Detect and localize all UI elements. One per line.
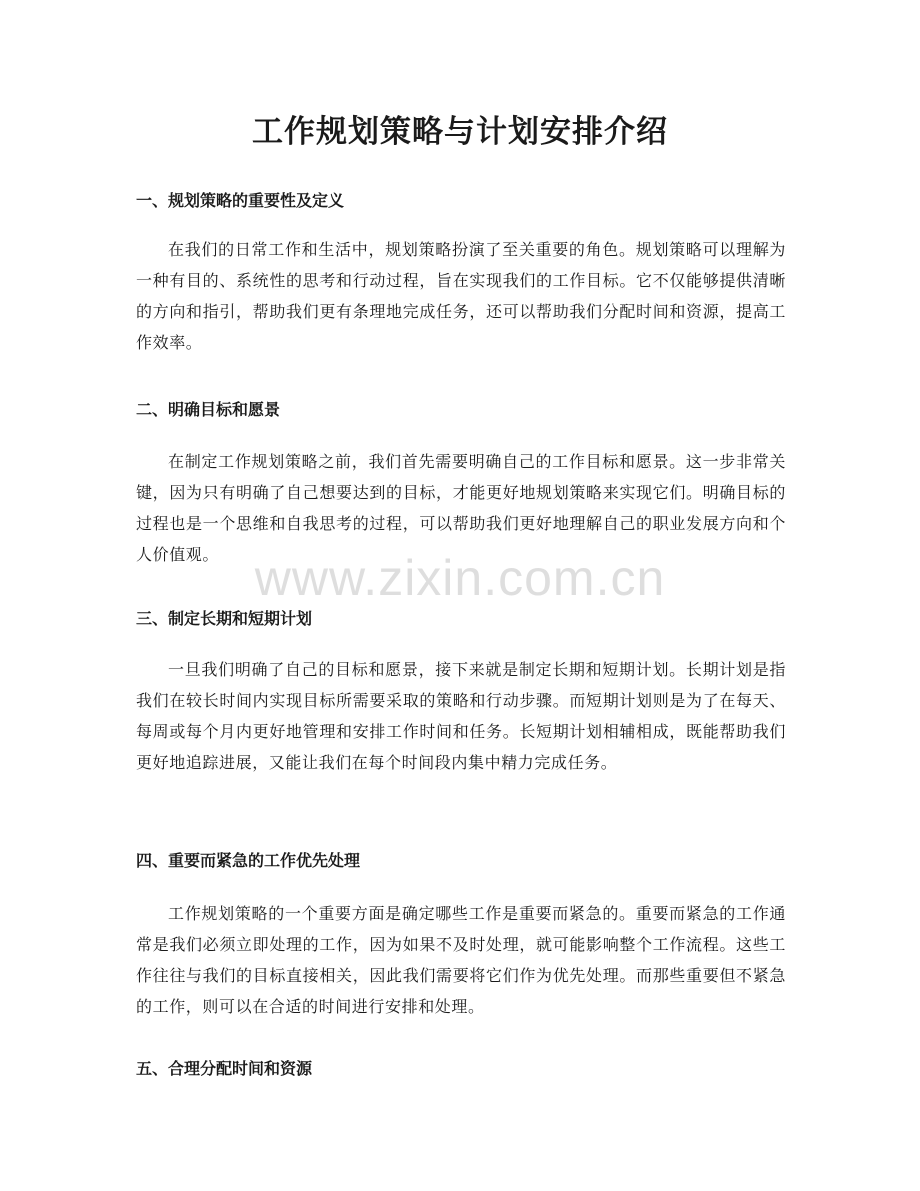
section-heading-2: 二、明确目标和愿景 (136, 400, 281, 419)
section-paragraph-2: 在制定工作规划策略之前，我们首先需要明确自己的工作目标和愿景。这一步非常关键，因为只有明确了自己想要达到的目标，才能更好地规划策略来实现它们。明确目标的过程也是一个思维和自我思考的过程，可以帮助我们更好地理解自己的职业发展方向和个人价值观。 (136, 452, 786, 564)
section-paragraph-1: 在我们的日常工作和生活中，规划策略扮演了至关重要的角色。规划策略可以理解为一种有目的、系统性的思考和行动过程，旨在实现我们的工作目标。它不仅能够提供清晰的方向和指引，帮助我们更有条理地完成任务，还可以帮助我们分配时间和资源，提高工作效率。 (136, 240, 786, 352)
watermark: www.zixin.com.cn (254, 550, 666, 606)
section-heading-4: 四、重要而紧急的工作优先处理 (136, 851, 361, 870)
section-heading-5: 五、合理分配时间和资源 (136, 1059, 313, 1078)
section-paragraph-4: 工作规划策略的一个重要方面是确定哪些工作是重要而紧急的。重要而紧急的工作通常是我们必须立即处理的工作，因为如果不及时处理，就可能影响整个工作流程。这些工作往往与我们的目标直接相关，因此我们需要将它们作为优先处理。而那些重要但不紧急的工作，则可以在合适的时间进行安排和处理。 (136, 904, 786, 1016)
section-heading-1: 一、规划策略的重要性及定义 (136, 191, 345, 210)
section-heading-3: 三、制定长期和短期计划 (136, 609, 313, 628)
section-paragraph-3: 一旦我们明确了自己的目标和愿景，接下来就是制定长期和短期计划。长期计划是指我们在较长时间内实现目标所需要采取的策略和行动步骤。而短期计划则是为了在每天、每周或每个月内更好地管理和安排工作时间和任务。长短期计划相辅相成，既能帮助我们更好地追踪进展，又能让我们在每个时间段内集中精力完成任务。 (136, 660, 786, 772)
document-title: 工作规划策略与计划安排介绍 (252, 114, 668, 150)
